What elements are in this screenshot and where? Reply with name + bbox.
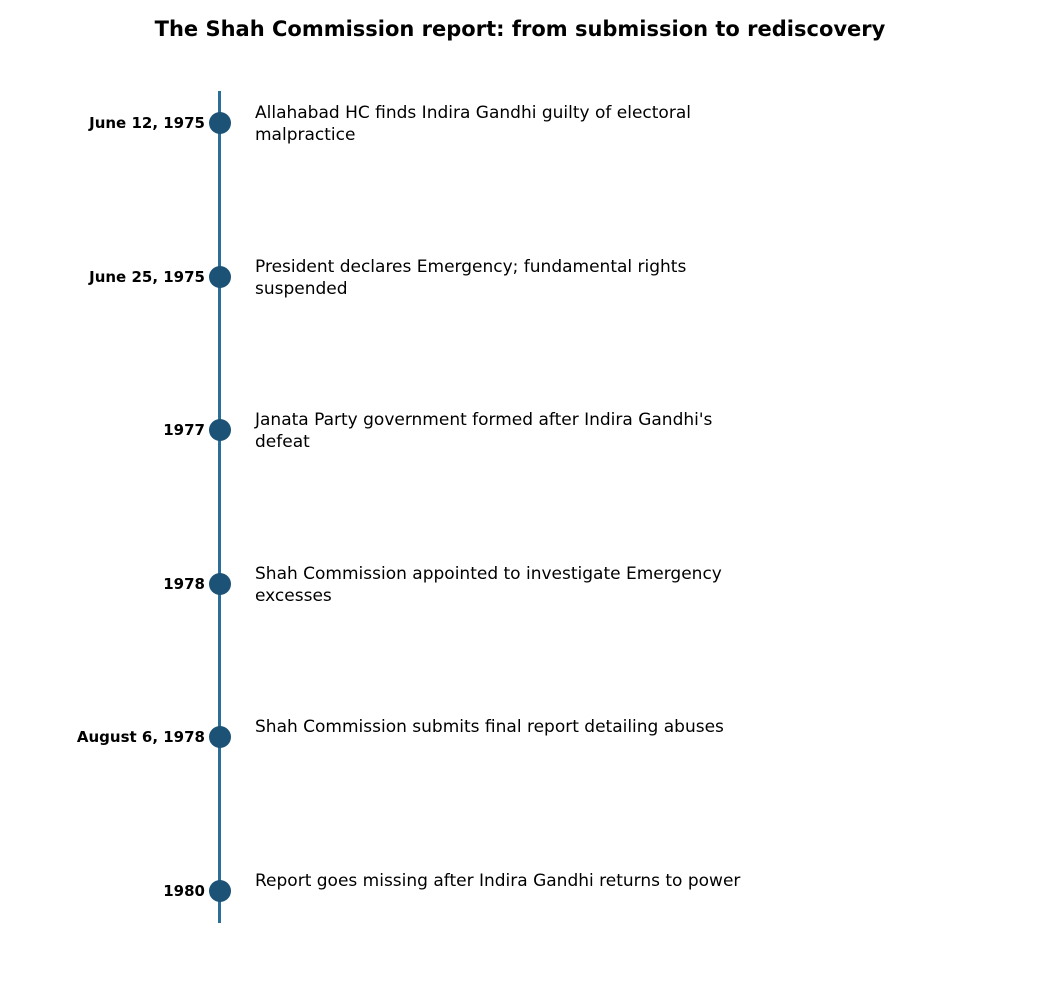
event-marker — [209, 573, 231, 595]
event-description: Shah Commission submits final report detailing abuses — [255, 717, 724, 737]
event-description: Shah Commission appointed to investigate Emergency excesses — [255, 564, 722, 606]
event-description: Allahabad HC finds Indira Gandhi guilty of electoral malpractice — [255, 103, 691, 145]
event-date: June 12, 1975 — [89, 114, 205, 132]
event-marker — [209, 112, 231, 134]
event-date: 1977 — [163, 421, 205, 439]
event-description: Janata Party government formed after Indira Gandhi's defeat — [255, 410, 713, 452]
event-marker — [209, 880, 231, 902]
event-marker — [209, 419, 231, 441]
timeline-axis-line — [218, 91, 221, 923]
event-description: Report goes missing after Indira Gandhi returns to power — [255, 871, 741, 891]
timeline-title: The Shah Commission report: from submission to rediscovery — [154, 17, 886, 41]
event-marker — [209, 726, 231, 748]
event-marker — [209, 266, 231, 288]
event-date: June 25, 1975 — [89, 268, 205, 286]
event-date: 1980 — [163, 882, 205, 900]
event-date: 1978 — [163, 575, 205, 593]
event-description: President declares Emergency; fundamental rights suspended — [255, 257, 687, 299]
event-date: August 6, 1978 — [76, 728, 205, 746]
